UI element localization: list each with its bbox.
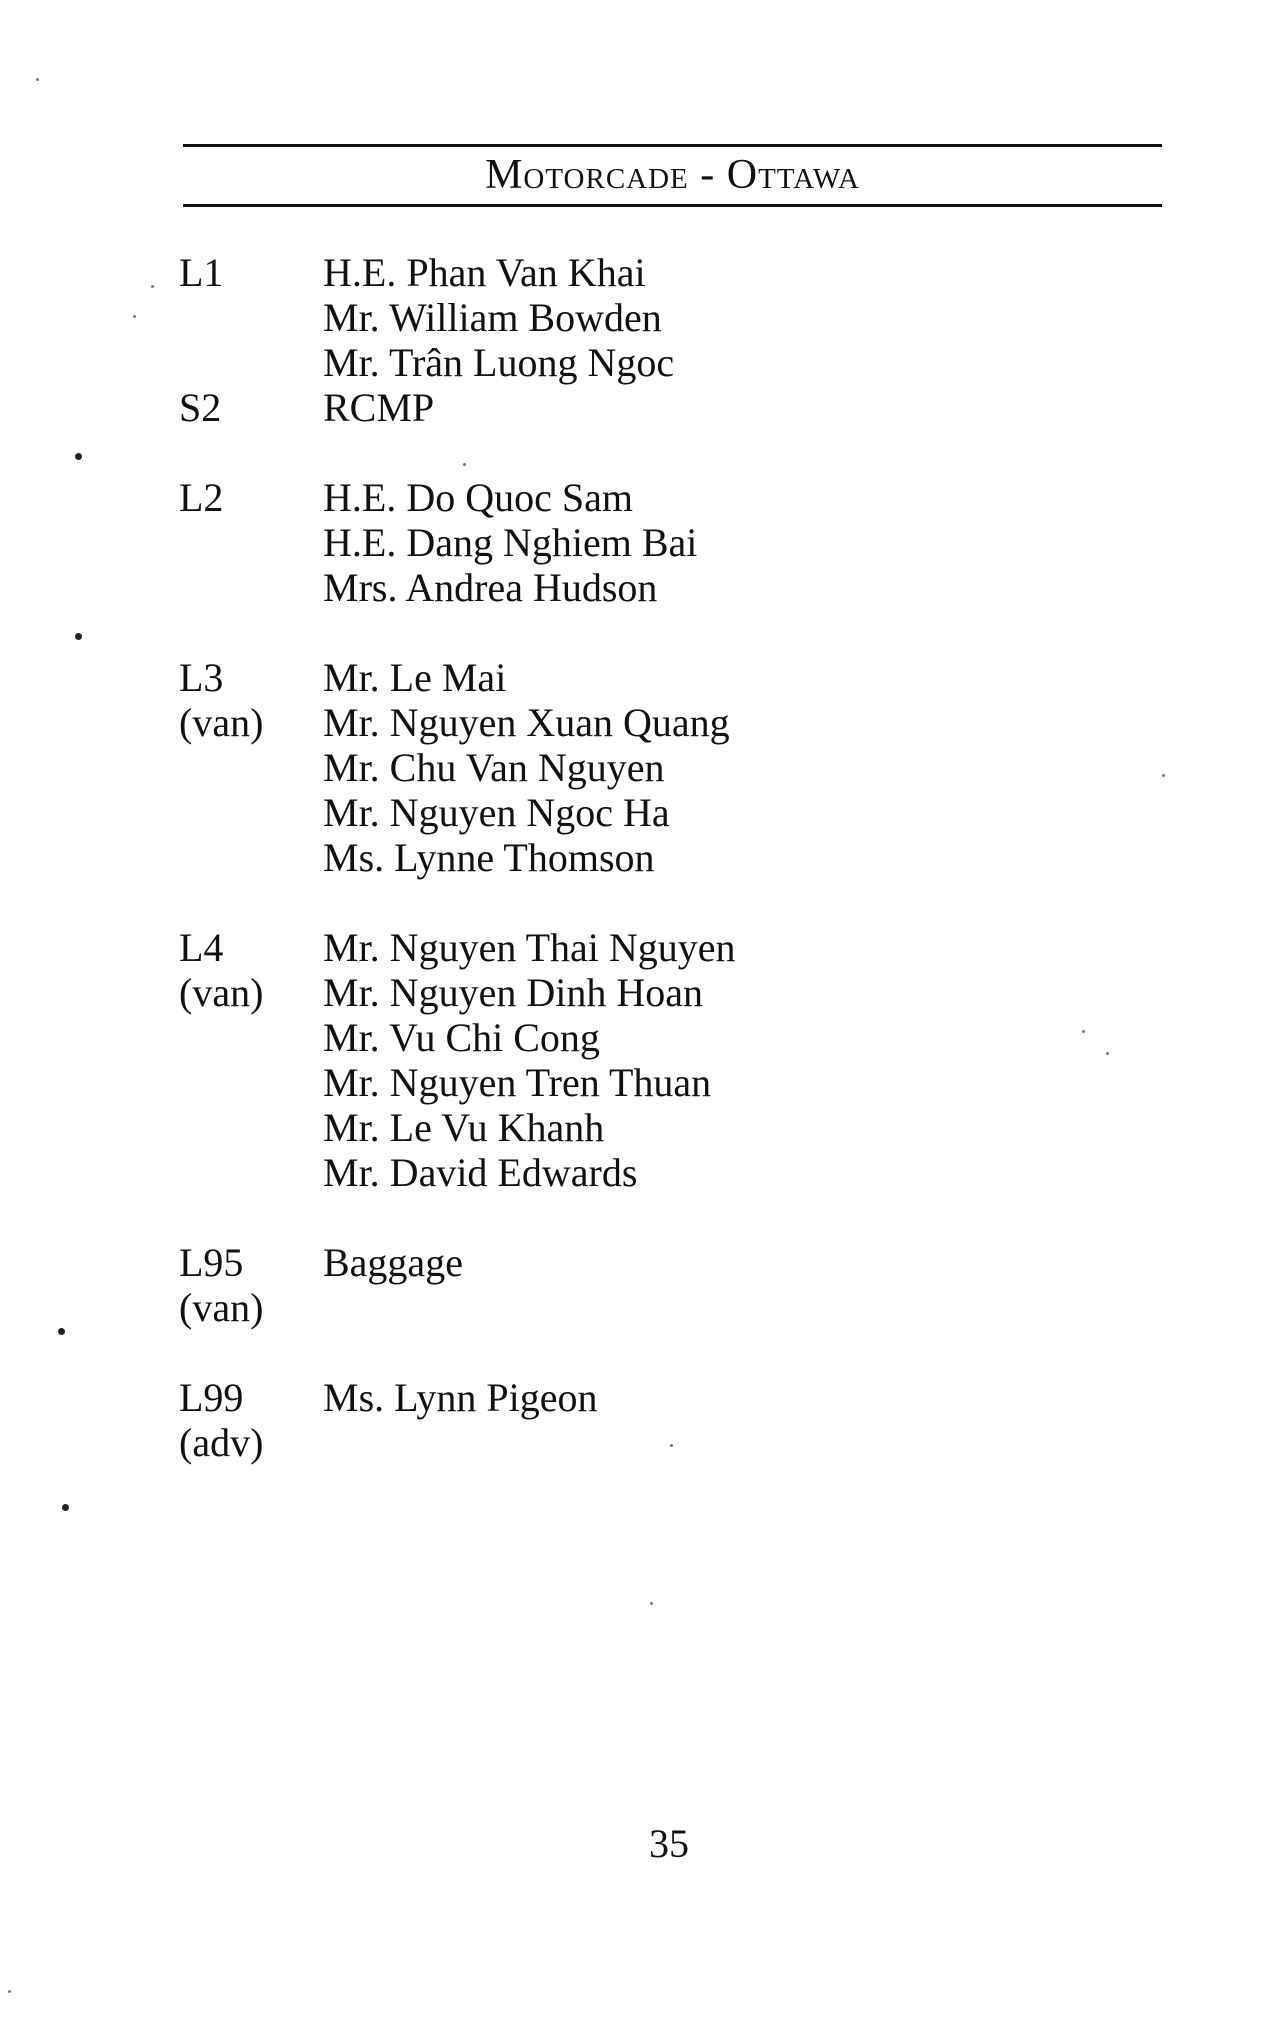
- scan-speck: [1082, 1030, 1085, 1033]
- vehicle-code: L3: [179, 655, 224, 700]
- passenger-name: H.E. Do Quoc Sam: [323, 475, 633, 520]
- scan-speck: [58, 1328, 65, 1335]
- passenger-name: Mr. Nguyen Xuan Quang: [323, 700, 730, 745]
- passenger-name: H.E. Dang Nghiem Bai: [323, 520, 698, 565]
- title-bottom-rule: [183, 204, 1162, 207]
- vehicle-code: L2: [179, 475, 224, 520]
- passenger-name: Baggage: [323, 1240, 463, 1285]
- scan-speck: [75, 633, 82, 640]
- scan-speck: [8, 1990, 11, 1993]
- scan-speck: [151, 285, 154, 288]
- scan-speck: [1162, 774, 1165, 777]
- passenger-name: Mr. Vu Chi Cong: [323, 1015, 600, 1060]
- scan-speck: [36, 78, 39, 81]
- passenger-name: Mr. Nguyen Thai Nguyen: [323, 925, 736, 970]
- passenger-name: Ms. Lynn Pigeon: [323, 1375, 598, 1420]
- motorcade-entry-l99: [179, 1375, 1079, 1465]
- vehicle-code: L4: [179, 925, 224, 970]
- vehicle-code: S2: [179, 385, 222, 430]
- scan-speck: [75, 453, 82, 460]
- passenger-name: RCMP: [323, 385, 435, 430]
- page-number: 35: [649, 1821, 689, 1866]
- passenger-name: H.E. Phan Van Khai: [323, 250, 646, 295]
- passenger-name: Mr. Nguyen Ngoc Ha: [323, 790, 670, 835]
- passenger-name: Mr. Nguyen Tren Thuan: [323, 1060, 712, 1105]
- vehicle-code: L99: [179, 1375, 244, 1420]
- passenger-name: Mr. William Bowden: [323, 295, 662, 340]
- passenger-name: Mr. David Edwards: [323, 1150, 638, 1195]
- passenger-name: Mr. Le Vu Khanh: [323, 1105, 605, 1150]
- vehicle-type: (adv): [179, 1420, 264, 1465]
- motorcade-entry-l2: [179, 475, 1079, 610]
- scan-speck: [670, 1444, 673, 1447]
- vehicle-type: (van): [179, 700, 264, 745]
- passenger-name: Mr. Le Mai: [323, 655, 507, 700]
- scan-speck: [463, 463, 466, 466]
- motorcade-entry-l95: [179, 1240, 1079, 1330]
- motorcade-entry-s2: [179, 385, 1079, 430]
- motorcade-entry-l4: [179, 925, 1079, 1195]
- passenger-name: Mr. Trân Luong Ngoc: [323, 340, 675, 385]
- passenger-name: Mr. Chu Van Nguyen: [323, 745, 665, 790]
- vehicle-type: (van): [179, 970, 264, 1015]
- page-title: Motorcade - Ottawa: [485, 152, 860, 198]
- vehicle-type: (van): [179, 1285, 264, 1330]
- vehicle-code: L95: [179, 1240, 244, 1285]
- scan-speck: [62, 1504, 69, 1511]
- motorcade-list: [179, 250, 1079, 1465]
- passenger-name: Mrs. Andrea Hudson: [323, 565, 658, 610]
- vehicle-code: L1: [179, 250, 224, 295]
- passenger-name: Mr. Nguyen Dinh Hoan: [323, 970, 703, 1015]
- title-top-rule: [183, 144, 1162, 147]
- scan-speck: [1106, 1052, 1109, 1055]
- motorcade-entry-l3: [179, 655, 1079, 880]
- passenger-name: Ms. Lynne Thomson: [323, 835, 655, 880]
- scan-speck: [650, 1602, 653, 1605]
- scan-speck: [133, 315, 136, 318]
- motorcade-entry-l1: [179, 250, 1079, 385]
